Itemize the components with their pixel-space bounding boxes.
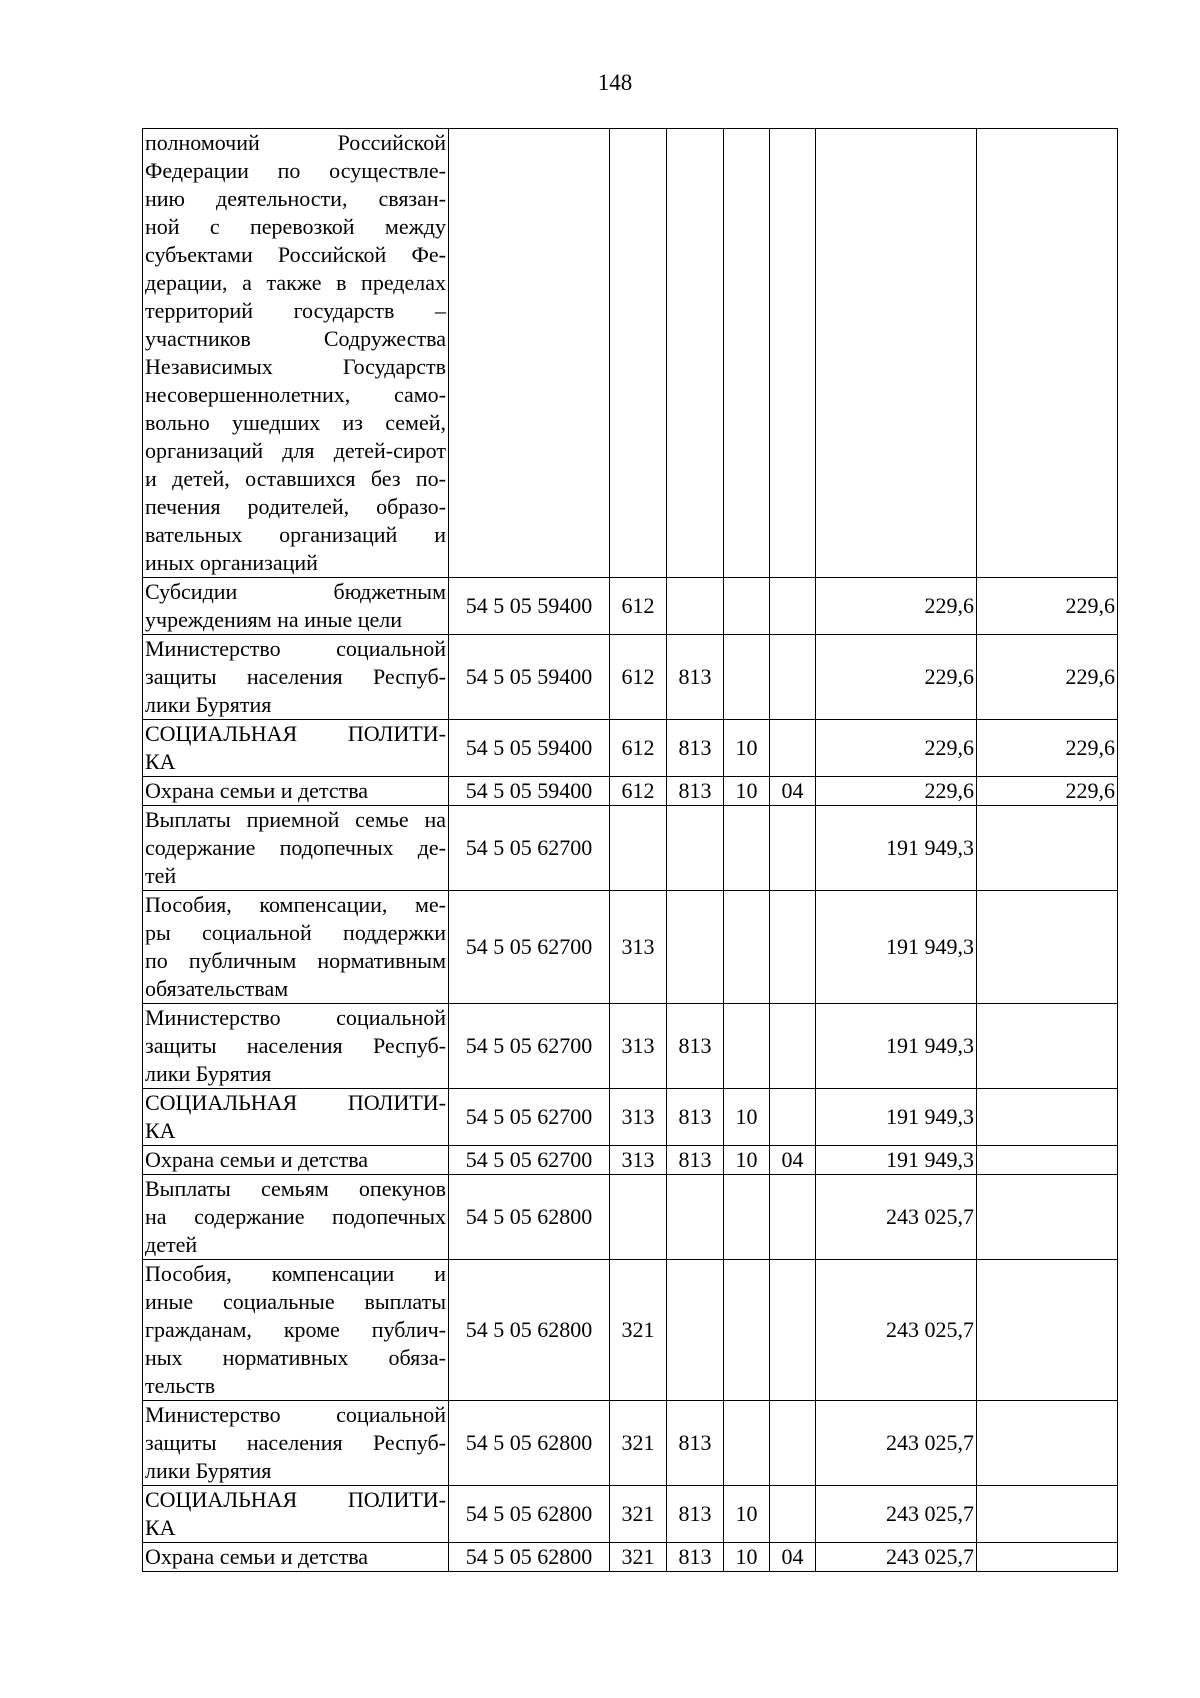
cell-expense-type: 313: [610, 1089, 667, 1146]
cell-amount-2: [977, 129, 1118, 578]
cell-amount-2: [977, 1401, 1118, 1486]
item-name-line: Пособия, компенсации и: [145, 1261, 446, 1286]
item-name-line: дерации, а также в пределах: [145, 270, 446, 295]
cell-section: 10: [724, 1146, 770, 1175]
cell-target-code: 54 5 05 62700: [449, 1089, 610, 1146]
item-name-line: Независимых Государств: [145, 354, 446, 379]
cell-target-code: 54 5 05 62800: [449, 1486, 610, 1543]
item-name-line: на содержание подопечных: [145, 1204, 446, 1229]
item-name-line: обязательствам: [145, 976, 289, 1001]
cell-ministry-code: 813: [667, 635, 724, 720]
cell-item-name: [143, 635, 449, 720]
item-name-line: Охрана семьи и детства: [145, 778, 369, 803]
cell-amount-1: 229,6: [816, 578, 977, 635]
item-name-line: защиты населения Респуб-: [145, 1033, 446, 1058]
item-name-line: участников Содружества: [145, 326, 446, 351]
item-name-line: и детей, оставшихся без по-: [145, 466, 446, 491]
table-row: [143, 777, 1118, 806]
cell-item-name: [143, 1175, 449, 1260]
cell-ministry-code: 813: [667, 1543, 724, 1572]
cell-section: [724, 1401, 770, 1486]
cell-ministry-code: [667, 578, 724, 635]
cell-expense-type: 321: [610, 1401, 667, 1486]
item-name-line: защиты населения Респуб-: [145, 664, 446, 689]
cell-target-code: 54 5 05 62800: [449, 1401, 610, 1486]
cell-section: [724, 1260, 770, 1401]
item-name-line: ных нормативных обяза-: [145, 1345, 446, 1370]
cell-ministry-code: [667, 806, 724, 891]
item-name-line: лики Бурятия: [145, 1061, 272, 1086]
cell-amount-1: 243 025,7: [816, 1175, 977, 1260]
table-row: [143, 1175, 1118, 1260]
cell-target-code: 54 5 05 62800: [449, 1543, 610, 1572]
item-name-line: тей: [145, 863, 177, 888]
item-name-line: защиты населения Респуб-: [145, 1430, 446, 1455]
cell-target-code: 54 5 05 59400: [449, 777, 610, 806]
cell-section: [724, 891, 770, 1004]
cell-expense-type: [610, 129, 667, 578]
cell-amount-1: 243 025,7: [816, 1486, 977, 1543]
cell-item-name: [143, 1543, 449, 1572]
cell-amount-2: [977, 1486, 1118, 1543]
cell-target-code: 54 5 05 62700: [449, 1146, 610, 1175]
cell-amount-1: 191 949,3: [816, 806, 977, 891]
item-name-line: СОЦИАЛЬНАЯ ПОЛИТИ-: [145, 721, 446, 746]
item-name-line: территорий государств –: [145, 298, 446, 323]
cell-target-code: 54 5 05 59400: [449, 635, 610, 720]
table-row: [143, 1089, 1118, 1146]
cell-amount-1: [816, 129, 977, 578]
cell-expense-type: 612: [610, 635, 667, 720]
cell-target-code: 54 5 05 62700: [449, 806, 610, 891]
table-row: [143, 806, 1118, 891]
item-name-line: Министерство социальной: [145, 636, 446, 661]
cell-expense-type: 313: [610, 1146, 667, 1175]
item-name-line: Субсидии бюджетным: [145, 579, 446, 604]
cell-amount-1: 191 949,3: [816, 1089, 977, 1146]
item-name-line: ры социальной поддержки: [145, 920, 446, 945]
item-name-line: Выплаты приемной семье на: [145, 807, 446, 832]
cell-subsection: [770, 129, 816, 578]
item-name-line: лики Бурятия: [145, 692, 272, 717]
cell-subsection: [770, 635, 816, 720]
item-name-line: Охрана семьи и детства: [145, 1147, 369, 1172]
cell-subsection: 04: [770, 777, 816, 806]
cell-expense-type: [610, 1175, 667, 1260]
cell-ministry-code: 813: [667, 1089, 724, 1146]
cell-subsection: 04: [770, 1543, 816, 1572]
item-name-line: по публичным нормативным: [145, 948, 446, 973]
table-row: [143, 1486, 1118, 1543]
cell-section: [724, 1004, 770, 1089]
table-row: [143, 1004, 1118, 1089]
cell-item-name: [143, 1146, 449, 1175]
table-row: [143, 1543, 1118, 1572]
cell-section: [724, 1175, 770, 1260]
cell-amount-1: 191 949,3: [816, 891, 977, 1004]
cell-expense-type: 321: [610, 1486, 667, 1543]
cell-target-code: 54 5 05 62700: [449, 891, 610, 1004]
cell-section: [724, 806, 770, 891]
cell-item-name: [143, 578, 449, 635]
cell-subsection: [770, 1175, 816, 1260]
cell-subsection: [770, 578, 816, 635]
cell-expense-type: 313: [610, 1004, 667, 1089]
cell-ministry-code: [667, 1175, 724, 1260]
cell-target-code: [449, 129, 610, 578]
item-name-line: субъектами Российской Фе-: [145, 242, 446, 267]
cell-amount-1: 229,6: [816, 720, 977, 777]
item-name-line: содержание подопечных де-: [145, 835, 446, 860]
cell-expense-type: [610, 806, 667, 891]
item-name-line: иные социальные выплаты: [145, 1289, 446, 1314]
cell-ministry-code: 813: [667, 1401, 724, 1486]
table-row: [143, 578, 1118, 635]
cell-item-name: [143, 777, 449, 806]
cell-target-code: 54 5 05 62800: [449, 1175, 610, 1260]
cell-item-name: [143, 129, 449, 578]
cell-item-name: [143, 1401, 449, 1486]
cell-subsection: [770, 1486, 816, 1543]
table-row: [143, 129, 1118, 578]
item-name-line: СОЦИАЛЬНАЯ ПОЛИТИ-: [145, 1090, 446, 1115]
cell-expense-type: 321: [610, 1543, 667, 1572]
item-name-line: Федерации по осуществле-: [145, 158, 446, 183]
item-name-line: печения родителей, образо-: [145, 494, 446, 519]
cell-subsection: [770, 1089, 816, 1146]
cell-amount-2: [977, 806, 1118, 891]
cell-amount-1: 191 949,3: [816, 1004, 977, 1089]
cell-amount-2: [977, 1146, 1118, 1175]
cell-ministry-code: 813: [667, 777, 724, 806]
budget-table: [142, 128, 1118, 1572]
item-name-line: ной с перевозкой между: [145, 214, 446, 239]
item-name-line: Министерство социальной: [145, 1402, 446, 1427]
table-row: [143, 720, 1118, 777]
cell-amount-1: 191 949,3: [816, 1146, 977, 1175]
cell-amount-2: 229,6: [977, 578, 1118, 635]
cell-subsection: [770, 806, 816, 891]
cell-section: 10: [724, 1089, 770, 1146]
item-name-line: КА: [145, 1118, 176, 1143]
item-name-line: КА: [145, 749, 176, 774]
cell-expense-type: 612: [610, 777, 667, 806]
item-name-line: нию деятельности, связан-: [145, 186, 446, 211]
cell-section: [724, 578, 770, 635]
item-name-line: детей: [145, 1232, 198, 1257]
cell-ministry-code: [667, 1260, 724, 1401]
cell-amount-1: 229,6: [816, 777, 977, 806]
cell-item-name: [143, 1089, 449, 1146]
cell-amount-2: [977, 1089, 1118, 1146]
item-name-line: гражданам, кроме публич-: [145, 1317, 446, 1342]
cell-ministry-code: 813: [667, 1004, 724, 1089]
item-name-line: несовершеннолетних, само-: [145, 382, 446, 407]
cell-section: [724, 635, 770, 720]
cell-section: 10: [724, 720, 770, 777]
page-number: 148: [597, 70, 633, 95]
item-name-line: тельств: [145, 1373, 216, 1398]
cell-target-code: 54 5 05 62800: [449, 1260, 610, 1401]
item-name-line: вательных организаций и: [145, 522, 446, 547]
cell-item-name: [143, 1486, 449, 1543]
cell-expense-type: 321: [610, 1260, 667, 1401]
item-name-line: КА: [145, 1515, 176, 1540]
cell-item-name: [143, 806, 449, 891]
item-name-line: полномочий Российской: [145, 130, 446, 155]
table-row: [143, 1146, 1118, 1175]
cell-amount-2: 229,6: [977, 635, 1118, 720]
item-name-line: Выплаты семьям опекунов: [145, 1176, 446, 1201]
item-name-line: Охрана семьи и детства: [145, 1544, 369, 1569]
cell-subsection: [770, 1401, 816, 1486]
cell-item-name: [143, 891, 449, 1004]
cell-subsection: [770, 891, 816, 1004]
cell-amount-1: 243 025,7: [816, 1543, 977, 1572]
cell-amount-2: [977, 1004, 1118, 1089]
cell-subsection: [770, 1004, 816, 1089]
cell-amount-1: 229,6: [816, 635, 977, 720]
cell-subsection: 04: [770, 1146, 816, 1175]
cell-amount-2: [977, 891, 1118, 1004]
cell-section: [724, 129, 770, 578]
cell-item-name: [143, 1004, 449, 1089]
cell-section: 10: [724, 1486, 770, 1543]
cell-section: 10: [724, 777, 770, 806]
cell-ministry-code: 813: [667, 1486, 724, 1543]
item-name-line: лики Бурятия: [145, 1458, 272, 1483]
cell-target-code: 54 5 05 62700: [449, 1004, 610, 1089]
item-name-line: организаций для детей-сирот: [145, 438, 446, 463]
cell-subsection: [770, 1260, 816, 1401]
item-name-line: вольно ушедших из семей,: [145, 410, 446, 435]
cell-amount-2: [977, 1260, 1118, 1401]
item-name-line: учреждениям на иные цели: [145, 607, 402, 632]
cell-amount-2: 229,6: [977, 777, 1118, 806]
cell-target-code: 54 5 05 59400: [449, 578, 610, 635]
cell-ministry-code: [667, 129, 724, 578]
item-name-line: СОЦИАЛЬНАЯ ПОЛИТИ-: [145, 1487, 446, 1512]
cell-expense-type: 313: [610, 891, 667, 1004]
item-name-line: Министерство социальной: [145, 1005, 446, 1030]
table-row: [143, 1260, 1118, 1401]
cell-expense-type: 612: [610, 720, 667, 777]
table-row: [143, 635, 1118, 720]
cell-expense-type: 612: [610, 578, 667, 635]
table-body: [143, 129, 1118, 1572]
cell-ministry-code: 813: [667, 720, 724, 777]
cell-ministry-code: [667, 891, 724, 1004]
item-name-line: Пособия, компенсации, ме-: [145, 892, 446, 917]
cell-amount-1: 243 025,7: [816, 1260, 977, 1401]
cell-subsection: [770, 720, 816, 777]
cell-amount-2: [977, 1175, 1118, 1260]
item-name-line: иных организаций: [145, 550, 318, 575]
cell-section: 10: [724, 1543, 770, 1572]
cell-amount-1: 243 025,7: [816, 1401, 977, 1486]
table-row: [143, 1401, 1118, 1486]
cell-item-name: [143, 1260, 449, 1401]
cell-item-name: [143, 720, 449, 777]
table-row: [143, 891, 1118, 1004]
cell-amount-2: [977, 1543, 1118, 1572]
cell-amount-2: 229,6: [977, 720, 1118, 777]
cell-target-code: 54 5 05 59400: [449, 720, 610, 777]
cell-ministry-code: 813: [667, 1146, 724, 1175]
